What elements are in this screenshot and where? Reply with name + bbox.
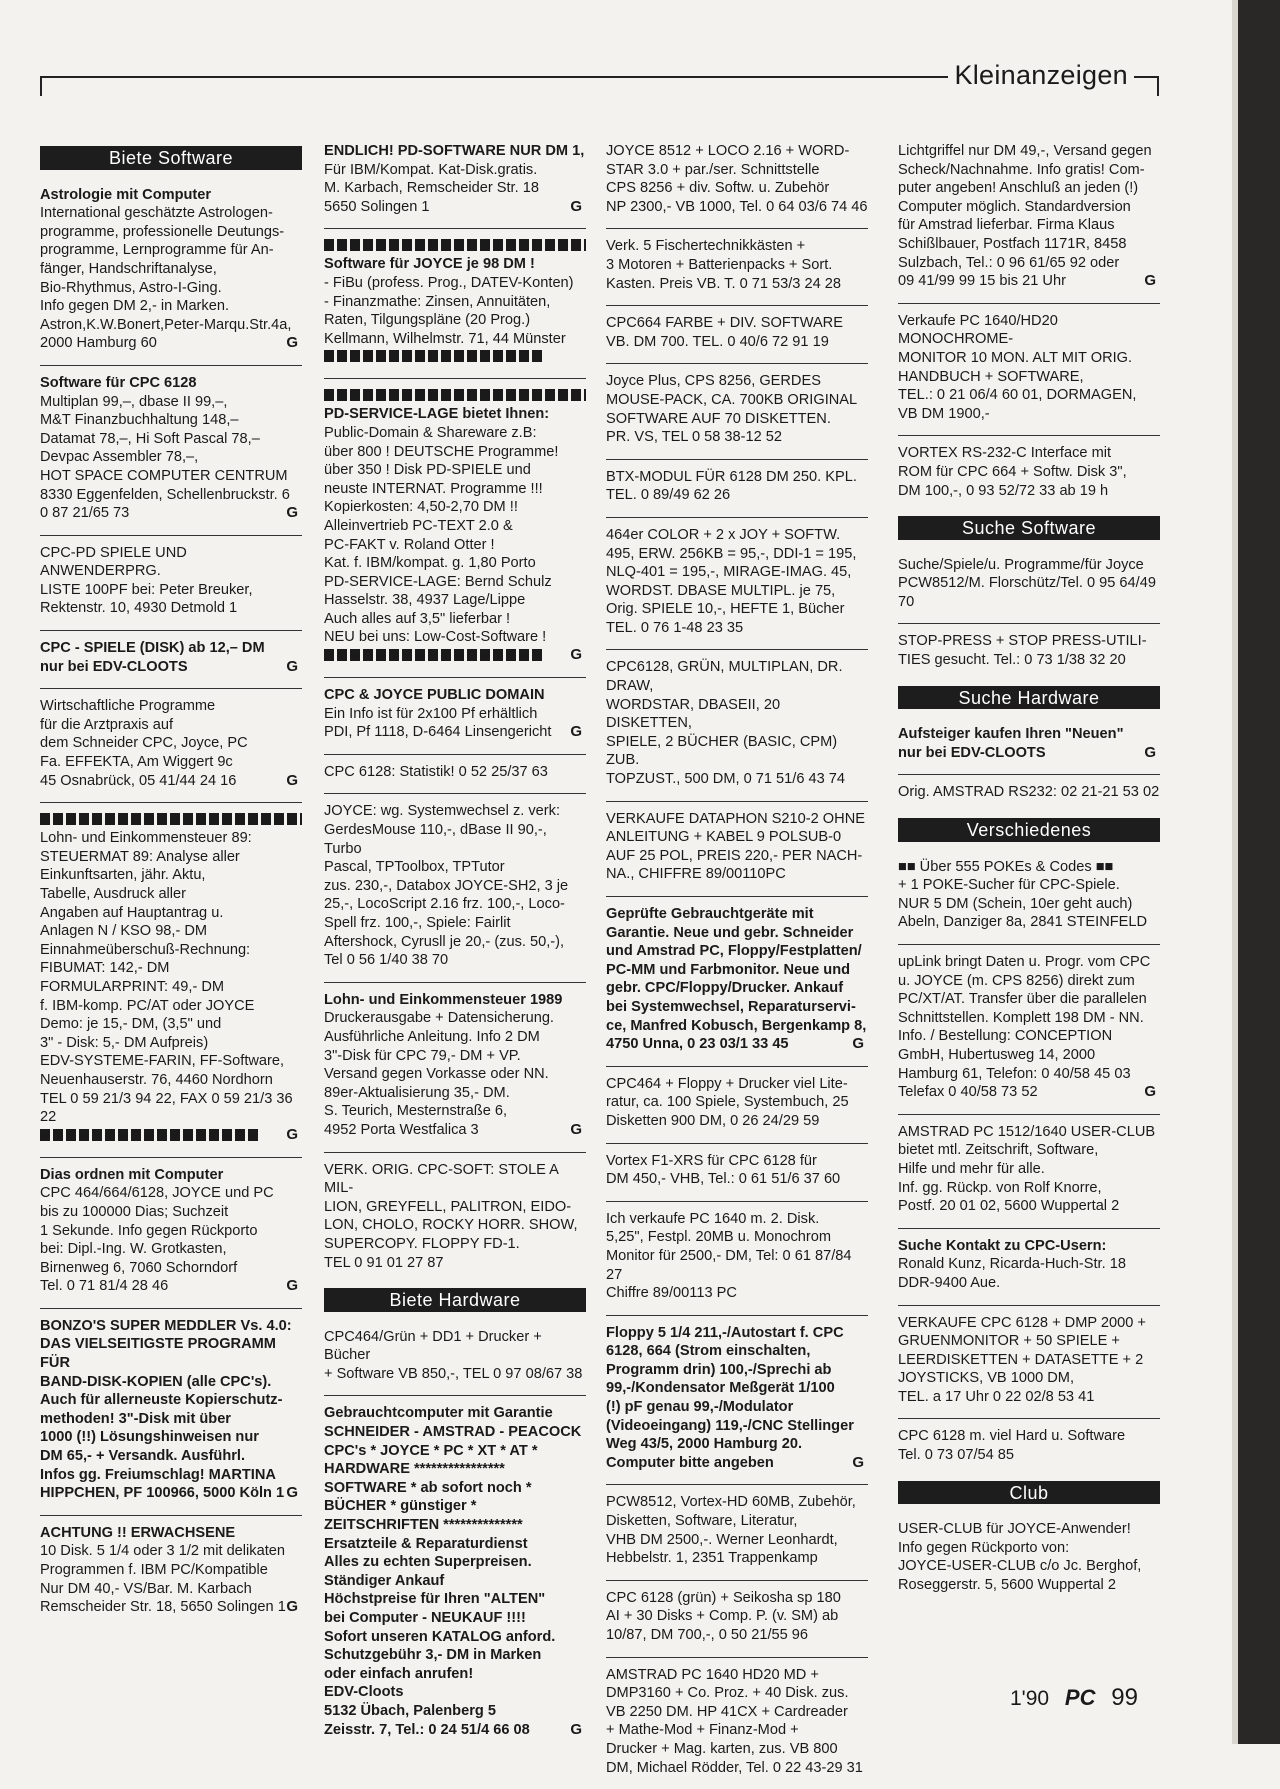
section-verschiedenes: Verschiedenes <box>898 818 1160 842</box>
page-title: Kleinanzeigen <box>948 60 1134 91</box>
ad-g-marker: G <box>286 504 298 522</box>
section-suche-hardware: Suche Hardware <box>898 686 1160 710</box>
classified-ad <box>898 725 1160 774</box>
decorative-block-row <box>324 350 544 362</box>
classified-ad <box>40 630 302 688</box>
ad-headline: CPC - SPIELE (DISK) ab 12,– DM nur bei EDV-CLOOTS <box>40 640 265 675</box>
ad-text: VERKAUFE CPC 6128 + DMP 2000 + GRUENMONITOR + 50 SPIELE + LEERDISKETTEN + DATASETTE + 2 JOYSTICKS, VB 1000 DM, TEL. a 17 Uhr 0 22 02/8 53 41 <box>898 1314 1146 1405</box>
page-number: 99 <box>1111 1684 1138 1711</box>
classified-ad <box>606 896 868 1066</box>
ad-text: upLink bringt Daten u. Progr. vom CPC u. JOYCE (m. CPS 8256) direkt zum PC/XT/AT. Transfer über die parallelen Schnittstellen. Komplett 198 DM - NN. Info. / Bestellung: CONCEPTION GmbH, Hubertusweg 14, 2000 Hamburg 61, Telefon: 0 40/58 45 03 Telefax 0 40/58 73 52 <box>898 954 1151 1101</box>
decorative-block-row <box>40 1129 260 1141</box>
ad-text: STOP-PRESS + STOP PRESS-UTILI- TIES gesucht. Tel.: 0 73 1/38 32 20 <box>898 633 1147 669</box>
ad-text: CPC 6128: Statistik! 0 52 25/37 63 <box>324 763 548 780</box>
classified-ad <box>324 1328 586 1396</box>
ad-text: Druckerausgabe + Datensicherung. Ausführliche Anleitung. Info 2 DM 3"-Disk für CPC 79,- DM + VP. Versand gegen Vorkasse oder NN. 89er-Aktualisierung 35,- DM. S. Teurich, Mesternstraße 6, 4952 Porta Westfalica 3 <box>324 1010 554 1138</box>
ad-headline: Gebrauchtcomputer mit Garantie SCHNEIDER - AMSTRAD - PEACOCK CPC's * JOYCE * PC * XT * AT * HARDWARE **************** SOFTWARE * ab sofort noch * BÜCHER * günstiger * ZEITSCHRIFTEN ************** Ersatzteile & Reparaturdienst Alles zu echten Superpreisen. Ständiger Ankauf Höchstpreise für Ihren "ALTEN" bei Computer - NEUKAUF !!!! Sofort unseren KATALOG anford. Schutzgebühr 3,- DM in Marken oder einfach anrufen! EDV-Cloots 5132 Übach, Palenberg 5 Zeisstr. 7, Tel.: 0 24 51/4 66 08 <box>324 1405 582 1738</box>
ad-text: VERKAUFE DATAPHON S210-2 OHNE ANLEITUNG + KABEL 9 POLSUB-0 AUF 25 POL, PREIS 220,- PER NACH- NA., CHIFFRE 89/00110PC <box>606 810 865 883</box>
page-footer <box>1010 1684 1138 1712</box>
classified-ad <box>606 1484 868 1579</box>
classified-ad <box>606 228 868 305</box>
ad-text: Vortex F1-XRS für CPC 6128 für DM 450,- VHB, Tel.: 0 61 51/6 37 60 <box>606 1152 841 1188</box>
ad-text: International geschätzte Astrologen- programme, professionelle Deutungs- programme, Lernprogramme für An- fänger, Handschriftanalyse, Bio-Rhythmus, Astro-I-Ging. Info gegen DM 2,- in Marken. Astron,K.W.Bonert,Peter-Marqu.Str.4a, 2000 Hamburg 60 <box>40 205 292 352</box>
classified-ad <box>40 1308 302 1515</box>
ad-g-marker: G <box>570 1720 582 1738</box>
classified-ad <box>324 378 586 677</box>
classified-ad <box>606 142 868 228</box>
decorative-block-row <box>40 813 302 825</box>
classified-ad <box>324 1152 586 1285</box>
classified-ad <box>898 142 1160 303</box>
ad-text: Lichtgriffel nur DM 49,-, Versand gegen Scheck/Nachnahme. Info gratis! Com- puter angeben! Anschluß an jeden (!) Computer möglich. Standardversion für Amstrad lieferbar. Firma Klaus Schißlbauer, Postfach 1171R, 8458 Sulzbach, Tel.: 0 96 61/65 92 oder 09 41/99 99 15 bis 21 Uhr <box>898 143 1152 290</box>
classified-ad <box>606 1657 868 1789</box>
ad-g-marker: G <box>286 1598 298 1616</box>
classified-ad <box>40 688 302 802</box>
ad-g-marker: G <box>286 771 298 789</box>
classified-ad <box>898 435 1160 512</box>
ad-headline: ENDLICH! PD-SOFTWARE NUR DM 1, <box>324 143 585 159</box>
ad-text: Verkaufe PC 1640/HD20 MONOCHROME- MONITOR 10 MON. ALT MIT ORIG. HANDBUCH + SOFTWARE, TEL.: 0 21 06/4 60 01, DORMAGEN, VB DM 1900,- <box>898 312 1137 422</box>
ad-headline: Dias ordnen mit Computer <box>40 1166 224 1183</box>
classified-ad <box>40 802 302 1157</box>
ad-text: 464er COLOR + 2 x JOY + SOFTW. 495, ERW. 256KB = 95,-, DDI-1 = 195, NLQ-401 = 195,-, MIRAGE-IMAG. 45, WORDST. DBASE MULTIPL. je 75, Orig. SPIELE 10,-, HEFTE 1, Bücher TEL. 0 76 1-48 23 35 <box>606 526 857 636</box>
ad-text: Verk. 5 Fischertechnikkästen + 3 Motoren + Batterienpacks + Sort. Kasten. Preis VB. T. 0 71 53/3 24 28 <box>606 238 842 292</box>
classified-ad <box>898 623 1160 681</box>
ad-text: CPC 6128 (grün) + Seikosha sp 180 AI + 30 Disks + Comp. P. (v. SM) ab 10/87, DM 700,-, 0 50 21/55 96 <box>606 1589 841 1643</box>
ad-text: CPC664 FARBE + DIV. SOFTWARE VB. DM 700. TEL. 0 40/6 72 91 19 <box>606 315 843 350</box>
classified-ad <box>898 1520 1160 1606</box>
classified-ad <box>898 1418 1160 1476</box>
column-2 <box>324 142 586 1751</box>
ad-g-marker: G <box>286 1126 298 1144</box>
ad-headline: Geprüfte Gebrauchtgeräte mit Garantie. Neue und gebr. Schneider und Amstrad PC, Floppy/Festplatten/ PC-MM und Farbmonitor. Neue und gebr. CPC/Floppy/Drucker. Ankauf bei Systemwechsel, Reparaturservi- ce, Manfred Kobusch, Bergenkamp 8, 4750 Unna, 0 23 03/1 33 45 <box>606 906 867 1053</box>
classified-ad <box>324 677 586 754</box>
ads-column-3 <box>606 142 868 1789</box>
classified-ad <box>606 1580 868 1657</box>
ad-headline: Suche Kontakt zu CPC-Usern: <box>898 1237 1107 1254</box>
classified-ad <box>324 228 586 378</box>
ad-headline: Floppy 5 1/4 211,-/Autostart f. CPC 6128, 664 (Strom einschalten, Programm drin) 100,-/Sprechi ab 99,-/Kondensator Meßgerät 1/100 (!) pF genau 99,-/Modulator (Videoeingang) 119,-/CNC Stellinger Weg 43/5, 2000 Hamburg 20. Computer bitte angeben <box>606 1324 854 1471</box>
ad-text: Multiplan 99,–, dbase II 99,–, M&T Finanzbuchhaltung 148,– Datamat 78,–, Hi Soft Pascal 78,– Devpac Assembler 78,–, HOT SPACE COMPUTER CENTRUM 8330 Eggenfelden, Schellenbruckstr. 6 0 87 21/65 73 <box>40 393 290 522</box>
classified-ad <box>324 793 586 981</box>
classified-ad <box>606 305 868 363</box>
ads-verschiedenes <box>898 858 1160 1477</box>
ad-g-marker: G <box>1144 743 1156 761</box>
section-club: Club <box>898 1481 1160 1505</box>
classified-ad <box>606 459 868 517</box>
ad-text: AMSTRAD PC 1512/1640 USER-CLUB bietet mtl. Zeitschrift, Software, Hilfe und mehr für alle. Inf. gg. Rückp. von Rolf Knorre, Postf. 20 01 02, 5600 Wuppertal 2 <box>898 1123 1156 1215</box>
column-3 <box>606 142 868 1789</box>
ad-text: CPC 6128 m. viel Hard u. Software Tel. 0 73 07/54 85 <box>898 1428 1126 1464</box>
ad-g-marker: G <box>852 1035 864 1053</box>
ad-text: CPC 464/664/6128, JOYCE und PC bis zu 100000 Dias; Suchzeit 1 Sekunde. Info gegen Rückporto bei: Dipl.-Ing. W. Grotkasten, Birnenweg 6, 7060 Schorndorf Tel. 0 71 81/4 28 46 <box>40 1185 274 1295</box>
ad-text: VERK. ORIG. CPC-SOFT: STOLE A MIL- LION, GREYFELL, PALITRON, EIDO- LON, CHOLO, ROCKY HORR. SHOW, SUPERCOPY. FLOPPY FD-1. TEL 0 91 01 27 87 <box>324 1161 578 1271</box>
section-biete-hardware: Biete Hardware <box>324 1288 586 1312</box>
ad-g-marker: G <box>1144 272 1156 290</box>
ad-text: VORTEX RS-232-C Interface mit ROM für CPC 664 + Softw. Disk 3", DM 100,-, 0 93 52/72 33 ab 19 h <box>898 445 1127 499</box>
ad-text: CPC464 + Floppy + Drucker viel Lite- ratur, ca. 100 Spiele, Systembuch, 25 Disketten 900 DM, 0 26 24/29 59 <box>606 1075 849 1129</box>
ad-headline: PD-SERVICE-LAGE bietet Ihnen: <box>324 406 550 423</box>
ad-headline: BONZO'S SUPER MEDDLER Vs. 4.0: DAS VIELSEITIGSTE PROGRAMM FÜR BAND-DISK-KOPIEN (alle CPC's). Auch für allerneuste Kopierschutz- methoden! 3"-Disk mit über 1000 (!!) Lösungshinweisen nur DM 65,- + Versandk. Ausführl. Infos gg. Freiumschlag! MARTINA HIPPCHEN, PF 100966, 5000 Köln 1 <box>40 1317 292 1502</box>
ad-text: USER-CLUB für JOYCE-Anwender! Info gegen Rückporto von: JOYCE-USER-CLUB c/o Jc. Berghof, Roseggerstr. 5, 5600 Wuppertal 2 <box>898 1521 1142 1594</box>
classified-ad <box>898 1114 1160 1228</box>
ad-text: JOYCE: wg. Systemwechsel z. verk: GerdesMouse 110,-, dBase II 90,-, Turbo Pascal, TPToolbox, TPTutor zus. 230,-, Databox JOYCE-SH2, 3 je 25,-, LocoScript 2.16 frz. 100,-, Loco- Spell frz. 100,-, Spiele: Fairlit Aftershock, Cyrusll je 20,- (zus. 50,-), Tel 0 56 1/40 38 70 <box>324 803 569 969</box>
ads-column-4 <box>898 142 1160 512</box>
ad-text: Public-Domain & Shareware z.B: über 800 ! DEUTSCHE Programme! über 350 ! Disk PD-SPIELE und neuste INTERNAT. Programme !!! Kopierkosten: 4,50-2,70 DM !! Alleinvertrieb PC-TEXT 2.0 & PC-FAKT v. Roland Otter ! Kat. f. IBM/kompat. g. 1,80 Porto PD-SERVICE-LAGE: Bernd Schulz Hasselstr. 38, 4937 Lage/Lippe Auch alles auf 3,5" lieferbar ! NEU bei uns: Low-Cost-Software ! <box>324 424 559 646</box>
classified-ad <box>40 365 302 535</box>
ad-text: Ein Info ist für 2x100 Pf erhältlich PDI, Pf 1118, D-6464 Linsengericht <box>324 705 552 741</box>
classified-ad <box>898 303 1160 436</box>
ad-text: CPC6128, GRÜN, MULTIPLAN, DR. DRAW, WORDSTAR, DBASEII, 20 DISKETTEN, SPIELE, 2 BÜCHER (BASIC, CPM) ZUB. TOPZUST., 500 DM, 0 71 51/6 43 74 <box>606 659 846 788</box>
ad-headline: Software für CPC 6128 <box>40 374 197 391</box>
classified-ad <box>324 142 586 228</box>
classified-ad <box>898 858 1160 944</box>
decorative-block-row <box>324 239 586 251</box>
classified-ad <box>898 1228 1160 1305</box>
ad-headline: Aufsteiger kaufen Ihren "Neuen" nur bei EDV-CLOOTS <box>898 726 1124 761</box>
ads-club <box>898 1520 1160 1606</box>
page-edge <box>1238 0 1280 1744</box>
issue-number: 1'90 <box>1010 1687 1050 1710</box>
ads-suche-software <box>898 556 1160 682</box>
column-4 <box>898 142 1160 1607</box>
ad-text: Ich verkaufe PC 1640 m. 2. Disk. 5,25", Festpl. 20MB u. Monochrom Monitor für 2500,- DM, Tel: 0 61 87/84 27 Chiffre 89/00113 PC <box>606 1210 852 1302</box>
ads-biete-hardware <box>324 1328 586 1751</box>
classified-ad <box>606 1201 868 1315</box>
classified-ad <box>606 363 868 458</box>
classified-ad <box>606 1315 868 1485</box>
ad-g-marker: G <box>286 1277 298 1295</box>
ad-text: Wirtschaftliche Programme für die Arztpraxis auf dem Schneider CPC, Joyce, PC Fa. EFFEKTA, Am Wiggert 9c 45 Osnabrück, 05 41/44 24 16 <box>40 698 248 789</box>
classified-ad <box>606 1143 868 1201</box>
ads-column-2 <box>324 142 586 1284</box>
classified-ad <box>324 982 586 1152</box>
ad-text: Suche/Spiele/u. Programme/für Joyce PCW8512/M. Florschütz/Tel. 0 95 64/49 70 <box>898 556 1156 610</box>
classified-ad <box>40 1515 302 1629</box>
ad-text: - FiBu (profess. Prog., DATEV-Konten) - Finanzmathe: Zinsen, Annuitäten, Raten, Tilgungspläne (20 Prog.) Kellmann, Wilhelmstr. 71, 44 Münster <box>324 274 574 347</box>
ads-biete-software <box>40 186 302 1629</box>
ad-text: CPC-PD SPIELE UND ANWENDERPRG. LISTE 100PF bei: Peter Breuker, Rektenstr. 10, 4930 Detmold 1 <box>40 544 253 617</box>
classified-ad <box>40 535 302 630</box>
ad-text: Joyce Plus, CPS 8256, GERDES MOUSE-PACK, CA. 700KB ORIGINAL SOFTWARE AUF 70 DISKETTEN. PR. VS, TEL 0 58 38-12 52 <box>606 373 858 446</box>
ad-text: PCW8512, Vortex-HD 60MB, Zubehör, Disketten, Software, Literatur, VHB DM 2500,-. Werner Leonhardt, Hebbelstr. 1, 2351 Trappenkamp <box>606 1494 856 1567</box>
ad-text: Orig. AMSTRAD RS232: 02 21-21 53 02 <box>898 784 1160 801</box>
column-1 <box>40 142 302 1629</box>
ad-g-marker: G <box>570 197 582 215</box>
ad-headline: ACHTUNG !! ERWACHSENE <box>40 1524 236 1541</box>
ad-g-marker: G <box>286 657 298 675</box>
ad-text: BTX-MODUL FÜR 6128 DM 250. KPL. TEL. 0 89/49 62 26 <box>606 468 857 504</box>
ad-g-marker: G <box>286 334 298 352</box>
ad-headline: Astrologie mit Computer <box>40 186 212 203</box>
ad-g-marker: G <box>286 1484 298 1502</box>
ad-headline: Software für JOYCE je 98 DM ! <box>324 256 535 273</box>
ads-suche-hardware <box>898 725 1160 814</box>
ad-text: AMSTRAD PC 1640 HD20 MD + DMP3160 + Co. Proz. + 40 Disk. zus. VB 2250 DM. HP 41CX + Cardreader + Mathe-Mod + Finanz-Mod + Drucker + Mag. karten, zus. VB 800 DM, Michael Rödder, Tel. 0 22 43-29 31 <box>606 1666 863 1776</box>
magazine-logo: PC <box>1064 1685 1096 1710</box>
ad-text: JOYCE 8512 + LOCO 2.16 + WORD- STAR 3.0 + par./ser. Schnittstelle CPS 8256 + div. Softw. u. Zubehör NP 2300,- VB 1000, Tel. 0 64 03/6 74 46 <box>606 143 868 215</box>
ad-headline: Lohn- und Einkommensteuer 1989 <box>324 991 563 1008</box>
ad-text: Für IBM/Kompat. Kat-Disk.gratis. M. Karbach, Remscheider Str. 18 5650 Solingen 1 <box>324 161 539 215</box>
ad-g-marker: G <box>1144 1083 1156 1101</box>
ad-text: 10 Disk. 5 1/4 oder 3 1/2 mit delikaten Programmen f. IBM PC/Kompatible Nur DM 40,- VS/Bar. M. Karbach Remscheider Str. 18, 5650 Solingen 1 <box>40 1543 286 1616</box>
ad-headline: CPC & JOYCE PUBLIC DOMAIN <box>324 687 545 704</box>
ad-g-marker: G <box>570 646 582 664</box>
decorative-block-row <box>324 389 586 401</box>
ad-g-marker: G <box>852 1453 864 1471</box>
section-suche-software: Suche Software <box>898 516 1160 540</box>
page-edge-shadow <box>1232 0 1238 1744</box>
classified-ad <box>606 517 868 650</box>
ad-text: Lohn- und Einkommensteuer 89: STEUERMAT 89: Analyse aller Einkunftsarten, jähr. Aktu, Tabelle, Ausdruck aller Angaben auf Hauptantrag u. Anlagen N / KSO 98,- DM Einnahmeüberschuß-Rechnung: FIBUMAT: 142,- DM FORMULARPRINT: 49,- DM f. IBM-komp. PC/AT oder JOYCE Demo: je 15,- DM, (3,5" und 3" - Disk: 5,- DM Aufpreis) EDV-SYSTEME-FARIN, FF-Software, Neuenhauserstr. 76, 4460 Nordhorn TEL 0 59 21/3 94 22, FAX 0 59 21/3 36 22 <box>40 830 293 1126</box>
ad-text: ■■ Über 555 POKEs & Codes ■■ + 1 POKE-Sucher für CPC-Spiele. NUR 5 DM (Schein, 10er geht auch) Abeln, Danziger 8a, 2841 STEINFELD <box>898 858 1148 931</box>
classified-ad <box>606 801 868 896</box>
classified-ad <box>606 1066 868 1143</box>
classified-ad <box>898 944 1160 1114</box>
decorative-block-row <box>324 649 544 661</box>
ad-text: Ronald Kunz, Ricarda-Huch-Str. 18 DDR-9400 Aue. <box>898 1256 1126 1291</box>
section-biete-software: Biete Software <box>40 146 302 170</box>
classified-ad <box>324 1395 586 1751</box>
classified-ad <box>324 754 586 794</box>
classified-ad <box>898 1305 1160 1419</box>
classified-ad <box>40 1157 302 1308</box>
ad-g-marker: G <box>570 723 582 741</box>
ad-g-marker: G <box>570 1120 582 1138</box>
classified-ad <box>40 186 302 365</box>
ad-text: CPC464/Grün + DD1 + Drucker + Bücher + Software VB 850,-, TEL 0 97 08/67 38 <box>324 1328 583 1382</box>
classified-ad <box>898 556 1160 624</box>
classified-ad <box>898 774 1160 814</box>
classified-ad <box>606 649 868 800</box>
